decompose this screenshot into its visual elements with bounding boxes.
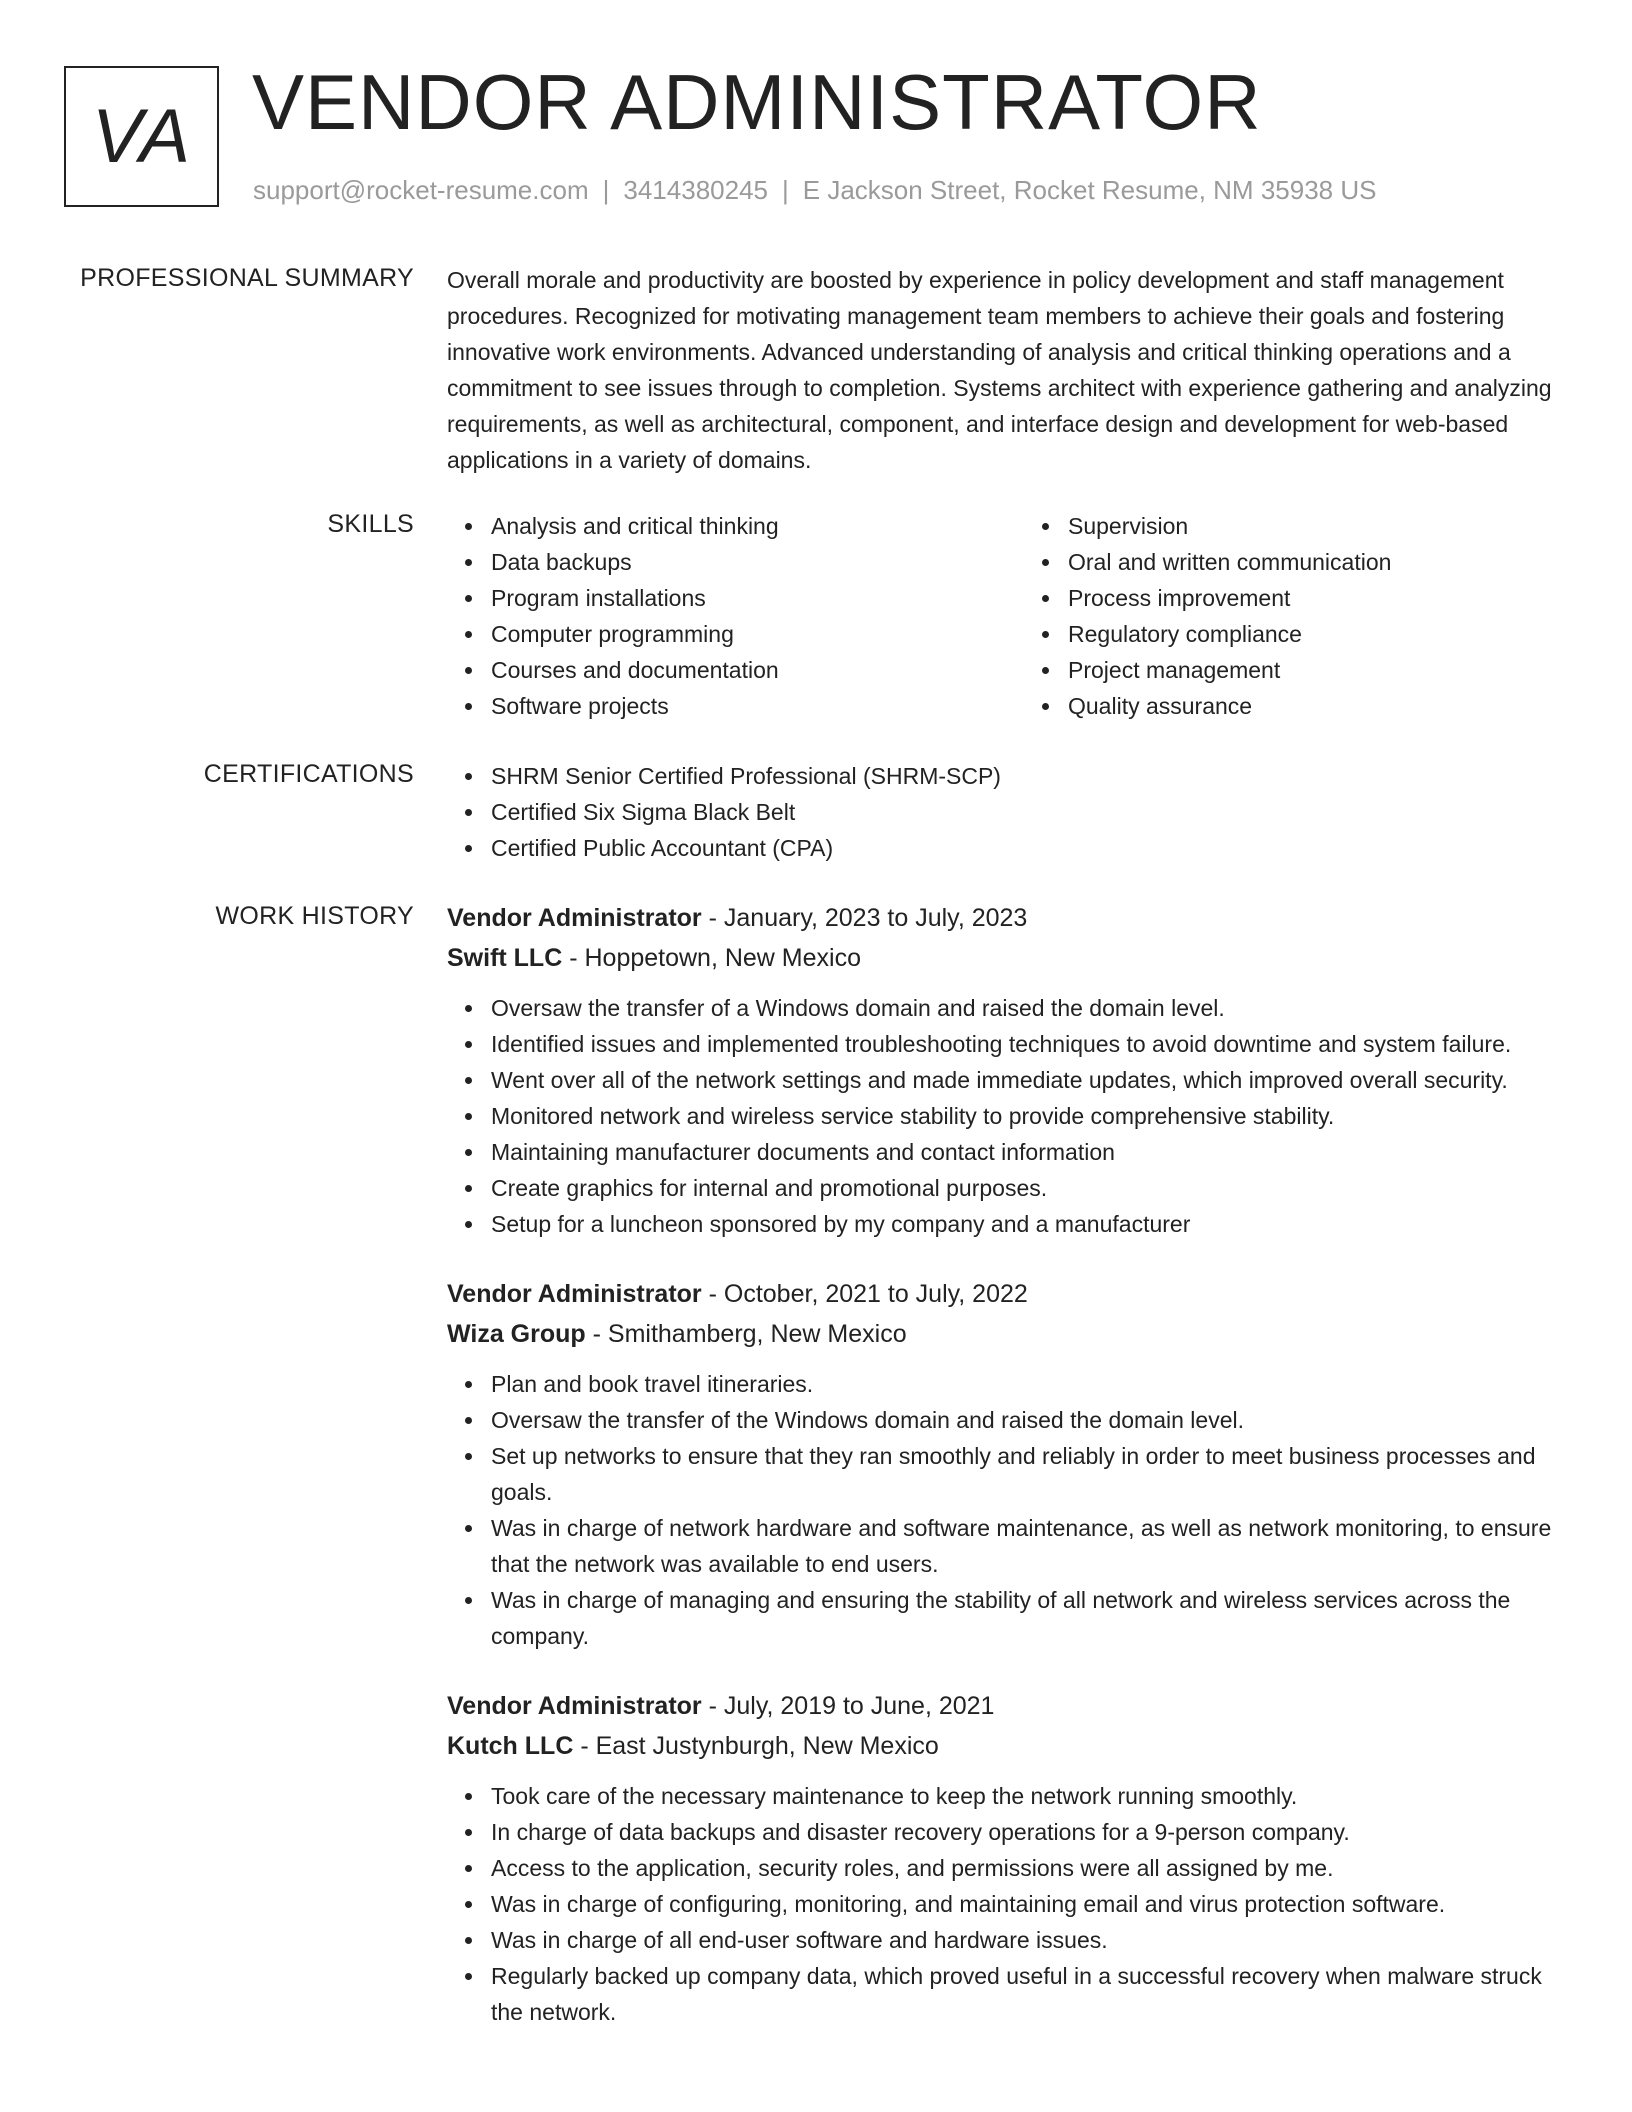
contact-separator: | <box>602 175 610 205</box>
job-company-line <box>447 1726 1557 1766</box>
skill-item: Supervision <box>1068 508 1557 544</box>
job-dates: - January, 2023 to July, 2023 <box>701 904 1028 932</box>
job-bullet: Create graphics for internal and promotional purposes. <box>491 1170 1557 1206</box>
contact-address: E Jackson Street, Rocket Resume, NM 35938 US <box>802 175 1377 205</box>
job-bullet: Identified issues and implemented troubleshooting techniques to avoid downtime and system failure. <box>491 1026 1557 1062</box>
job-title: Vendor Administrator <box>447 904 702 932</box>
job-title-line <box>447 1686 1557 1726</box>
job-bullet: Maintaining manufacturer documents and contact information <box>491 1134 1557 1170</box>
skills-columns <box>447 508 1557 724</box>
job-company: Kutch LLC <box>447 1732 574 1760</box>
job-bullet: Went over all of the network settings and made immediate updates, which improved overall security. <box>491 1062 1557 1098</box>
job-bullets <box>447 990 1557 1242</box>
job-location: - Smithamberg, New Mexico <box>585 1320 907 1348</box>
section-body <box>447 262 1557 478</box>
skill-item: Process improvement <box>1068 580 1557 616</box>
certification-item: Certified Public Accountant (CPA) <box>491 830 1557 866</box>
skill-item: Quality assurance <box>1068 688 1557 724</box>
job-dates: - October, 2021 to July, 2022 <box>701 1280 1028 1308</box>
contact-phone[interactable]: 3414380245 <box>623 175 768 205</box>
skill-item: Courses and documentation <box>491 652 980 688</box>
monogram-badge <box>64 66 219 207</box>
job-bullets <box>447 1366 1557 1654</box>
section-body <box>447 898 1557 2062</box>
job-company-line <box>447 1314 1557 1354</box>
job-company-line <box>447 938 1557 978</box>
job-bullet: Setup for a luncheon sponsored by my company and a manufacturer <box>491 1206 1557 1242</box>
job-bullet: Oversaw the transfer of the Windows domain and raised the domain level. <box>491 1402 1557 1438</box>
job-bullet: Was in charge of network hardware and software maintenance, as well as network monitoring, to ensure that the network was available to end users. <box>491 1510 1557 1582</box>
job-bullet: Monitored network and wireless service stability to provide comprehensive stability. <box>491 1098 1557 1134</box>
job-bullet: In charge of data backups and disaster recovery operations for a 9-person company. <box>491 1814 1557 1850</box>
skills-list-right <box>1024 508 1557 724</box>
skill-item: Program installations <box>491 580 980 616</box>
job-entry <box>447 1686 1557 2030</box>
certification-item: SHRM Senior Certified Professional (SHRM-SCP) <box>491 758 1557 794</box>
job-bullet: Plan and book travel itineraries. <box>491 1366 1557 1402</box>
section-label: WORK HISTORY <box>215 902 414 930</box>
job-bullets <box>447 1778 1557 2030</box>
job-bullet: Was in charge of managing and ensuring the stability of all network and wireless services across the company. <box>491 1582 1557 1654</box>
certification-item: Certified Six Sigma Black Belt <box>491 794 1557 830</box>
candidate-name: VENDOR ADMINISTRATOR <box>252 58 1262 146</box>
job-bullet: Set up networks to ensure that they ran smoothly and reliably in order to meet business processes and goals. <box>491 1438 1557 1510</box>
job-bullet: Was in charge of configuring, monitoring, and maintaining email and virus protection software. <box>491 1886 1557 1922</box>
certifications-list <box>447 758 1557 866</box>
section-label: PROFESSIONAL SUMMARY <box>80 264 414 292</box>
monogram-text: VA <box>91 94 192 179</box>
job-bullet: Oversaw the transfer of a Windows domain and raised the domain level. <box>491 990 1557 1026</box>
job-location: - Hoppetown, New Mexico <box>562 944 861 972</box>
job-title-line <box>447 898 1557 938</box>
section-label: SKILLS <box>327 510 414 538</box>
job-entry <box>447 1274 1557 1654</box>
skill-item: Regulatory compliance <box>1068 616 1557 652</box>
section-body <box>447 508 1557 724</box>
contact-separator: | <box>782 175 789 205</box>
summary-text: Overall morale and productivity are boosted by experience in policy development and staff management procedures. Recognized for motivating management team members to achieve their goals and fostering innovative work environments. Advanced understanding of analysis and critical thinking operations and a commitment to see issues through to completion. Systems architect with experience gathering and analyzing requirements, as well as architectural, component, and interface design and development for web-based applications in a variety of domains. <box>447 267 1552 473</box>
section-label: CERTIFICATIONS <box>203 760 414 788</box>
job-bullet: Access to the application, security roles, and permissions were all assigned by me. <box>491 1850 1557 1886</box>
skill-item: Analysis and critical thinking <box>491 508 980 544</box>
job-location: - East Justynburgh, New Mexico <box>573 1732 939 1760</box>
skills-list-left <box>447 508 980 724</box>
skill-item: Computer programming <box>491 616 980 652</box>
contact-email[interactable]: support@rocket-resume.com <box>253 175 589 205</box>
job-entry <box>447 898 1557 1242</box>
skill-item: Oral and written communication <box>1068 544 1557 580</box>
job-company: Swift LLC <box>447 944 563 972</box>
job-dates: - July, 2019 to June, 2021 <box>701 1692 995 1720</box>
skill-item: Software projects <box>491 688 980 724</box>
section-body <box>447 758 1557 866</box>
job-company: Wiza Group <box>447 1320 586 1348</box>
job-title-line <box>447 1274 1557 1314</box>
job-title: Vendor Administrator <box>447 1692 702 1720</box>
job-bullet: Regularly backed up company data, which proved useful in a successful recovery when malware struck the network. <box>491 1958 1557 2030</box>
job-title: Vendor Administrator <box>447 1280 702 1308</box>
contact-line <box>253 174 1376 206</box>
job-bullet: Was in charge of all end-user software and hardware issues. <box>491 1922 1557 1958</box>
skill-item: Project management <box>1068 652 1557 688</box>
job-bullet: Took care of the necessary maintenance to keep the network running smoothly. <box>491 1778 1557 1814</box>
skill-item: Data backups <box>491 544 980 580</box>
